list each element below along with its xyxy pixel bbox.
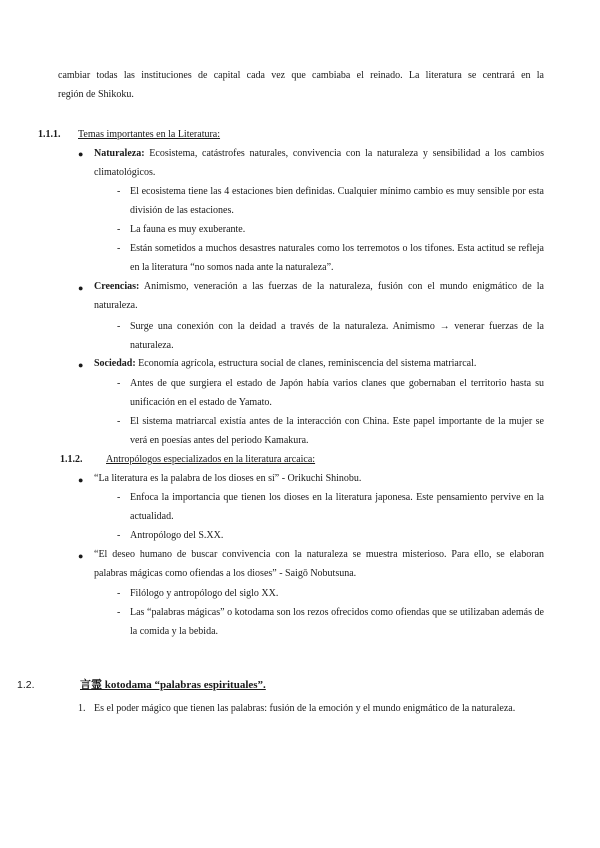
dash-icon: - [117, 416, 121, 427]
intro-line-2: región de Shikoku. [58, 89, 134, 100]
bullet-icon: ● [78, 475, 84, 485]
section-number-112: 1.1.2. [60, 454, 83, 465]
list-item-sociedad [94, 354, 476, 373]
section-number-111: 1.1.1. [38, 129, 61, 140]
section-title-12: 言霊 kotodama “palabras espirituales”. [80, 679, 266, 691]
numbered-item: Es el poder mágico que tienen las palabras: fusión de la emoción y el mundo enigmático de la naturaleza. [94, 703, 516, 714]
bullet-icon: ● [78, 283, 84, 293]
item-text: Animismo, veneración a las fuerzas de la naturaleza, fusión con el mundo enigmático de la naturaleza. [94, 281, 544, 311]
dash-icon: - [117, 378, 121, 389]
item-label: Sociedad: [94, 358, 136, 369]
bullet-icon: ● [78, 149, 84, 159]
dash-icon: - [117, 492, 121, 503]
dash-icon: - [117, 607, 121, 618]
list-item-orikuchi: “La literatura es la palabra de los dioses en sí” - Orikuchi Shinobu. [94, 473, 362, 484]
list-item-saigo: “El deseo humano de buscar convivencia con la naturaleza se muestra misterioso. Para ello, se elaboran palabras mágicas como ofiendas a los dioses” - Saigō Nobutsuna. [94, 549, 544, 579]
section-number-12: 1.2. [17, 679, 35, 691]
item-text: Ecosistema, catástrofes naturales, convivencia con la naturaleza y sensibilidad a los cambios climatológicos. [94, 148, 544, 178]
item-label: Creencias: [94, 281, 140, 292]
sub-item: Están sometidos a muchos desastres naturales como los terremotos o los tifones. Esta actitud se refleja en la literatura “no somos nada ante la naturaleza”. [130, 243, 544, 273]
item-label: Naturaleza: [94, 148, 145, 159]
bullet-icon: ● [78, 360, 84, 370]
dash-icon: - [117, 186, 121, 197]
sub-item: La fauna es muy exuberante. [130, 224, 246, 235]
section-title-112: Antropólogos especializados en la literatura arcaica: [106, 454, 316, 465]
item-text: Economía agrícola, estructura social de clanes, reminiscencia del sistema matriarcal. [138, 358, 477, 369]
dash-icon: - [117, 243, 121, 254]
list-item-naturaleza [94, 144, 544, 182]
dash-icon: - [117, 321, 121, 332]
sub-item: Filólogo y antropólogo del siglo XX. [130, 588, 279, 599]
section-title-111: Temas importantes en la Literatura: [78, 129, 221, 140]
sub-item: El ecosistema tiene las 4 estaciones bien definidas. Cualquier mínimo cambio es muy sensible por esta división de las estaciones. [130, 186, 544, 216]
sub-item: El sistema matriarcal existía antes de la interacción con China. Este papel importante de la mujer se verá en poesías antes del periodo Kamakura. [130, 416, 544, 446]
list-marker: 1. [78, 703, 86, 714]
dash-icon: - [117, 224, 121, 235]
dash-icon: - [117, 588, 121, 599]
sub-item: Surge una conexión con la deidad a través de la naturaleza. Animismo → venerar fuerzas de la naturaleza. [130, 321, 544, 351]
sub-item: Enfoca la importancia que tienen los dioses en la literatura japonesa. Este pensamiento pervive en la actualidad. [130, 492, 544, 522]
sub-item: Las “palabras mágicas” o kotodama son los rezos ofrecidos como ofiendas que se utilizaban además de la comida y la bebida. [130, 607, 544, 637]
bullet-icon: ● [78, 551, 84, 561]
sub-item: Antes de que surgiera el estado de Japón había varios clanes que gobernaban el territorio hasta su unificación en el estado de Yamato. [130, 378, 544, 408]
intro-line-1: cambiar todas las instituciones de capital cada vez que cambiaba el reinado. La literatura se centrará en la [58, 70, 544, 81]
intro-paragraph [58, 66, 544, 104]
list-item-creencias [94, 277, 544, 315]
dash-icon: - [117, 530, 121, 541]
sub-item: Antropólogo del S.XX. [130, 530, 224, 541]
